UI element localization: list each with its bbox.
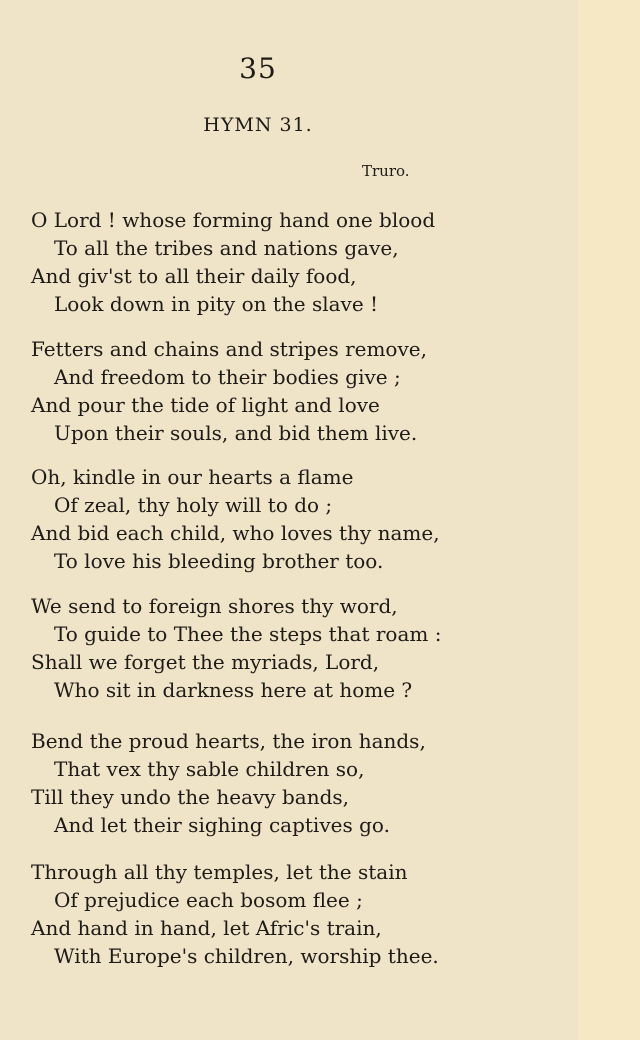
stanza-line: To all the tribes and nations gave, [54,236,399,260]
stanza-line: To love his bleeding brother too. [54,549,384,573]
stanza-line: O Lord ! whose forming hand one blood [31,208,436,232]
stanza-line: Of zeal, thy holy will to do ; [54,493,333,517]
stanza-line: That vex thy sable children so, [54,757,365,781]
stanza-line: Shall we forget the myriads, Lord, [31,650,380,674]
hymn-title: HYMN 31. [203,114,313,136]
page-number: 35 [239,52,277,85]
stanza-line: Bend the proud hearts, the iron hands, [31,729,426,753]
next-page-edge [578,0,640,1040]
stanza-line: With Europe's children, worship thee. [54,944,439,968]
stanza-line: Till they undo the heavy bands, [31,785,349,809]
stanza-line: And freedom to their bodies give ; [54,365,401,389]
stanza-line: Of prejudice each bosom flee ; [54,888,363,912]
stanza-line: Look down in pity on the slave ! [54,292,379,316]
stanza-line: And giv'st to all their daily food, [31,264,357,288]
stanza-line: And let their sighing captives go. [54,813,390,837]
stanza-line: To guide to Thee the steps that roam : [54,622,442,646]
stanza-1 [31,206,571,318]
stanza-line: Fetters and chains and stripes remove, [31,337,427,361]
stanza-6 [31,858,571,970]
stanza-line: Through all thy temples, let the stain [31,860,408,884]
stanza-line: And hand in hand, let Afric's train, [31,916,382,940]
stanza-line: And pour the tide of light and love [31,393,380,417]
stanza-3 [31,463,571,575]
stanza-line: We send to foreign shores thy word, [31,594,398,618]
stanza-line: Upon their souls, and bid them live. [54,421,418,445]
stanza-2 [31,335,571,447]
stanza-line: Oh, kindle in our hearts a flame [31,465,354,489]
stanza-5 [31,727,571,839]
stanza-4 [31,592,571,704]
tune-name: Truro. [362,162,410,180]
stanza-line: And bid each child, who loves thy name, [31,521,440,545]
stanza-line: Who sit in darkness here at home ? [54,678,413,702]
